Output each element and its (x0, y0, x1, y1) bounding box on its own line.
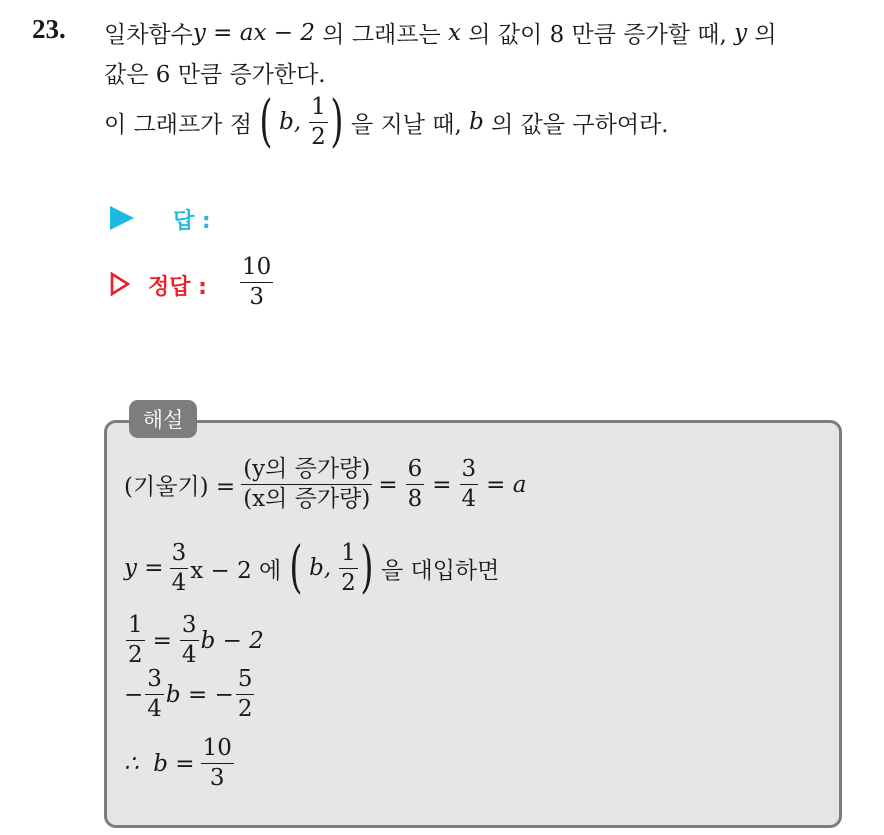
numerator: 1 (128, 612, 143, 638)
fraction-3-4 (180, 614, 199, 667)
fraction-5-2 (236, 668, 255, 721)
q-text: 의 값을 구하여라. (483, 111, 669, 138)
q-equation: y = ax − 2 (192, 19, 315, 46)
numerator: 3 (171, 539, 187, 566)
fraction-1-2 (126, 614, 145, 667)
denominator: 2 (341, 569, 356, 596)
expression-tail: x − 2 에 (190, 557, 282, 584)
equals-a: = a (486, 471, 527, 498)
y-equals: y = (124, 555, 164, 581)
question-number: 23. (32, 14, 66, 44)
correct-answer-label: 정답 : (148, 275, 207, 300)
numerator: 10 (202, 735, 232, 761)
numerator: 3 (147, 666, 162, 692)
fraction-3-4 (145, 668, 164, 721)
denominator: 4 (181, 642, 197, 668)
q-text: 의 그래프는 (314, 22, 449, 48)
right-paren: ) (360, 535, 374, 600)
denominator: 4 (461, 486, 477, 512)
explanation-line-2 (124, 535, 500, 600)
point-fraction (339, 539, 358, 596)
correct-answer-fraction (240, 256, 273, 309)
explanation-line-3 (124, 614, 264, 667)
explanation-tab: 해설 (129, 400, 197, 438)
numerator: 3 (461, 456, 477, 482)
q-text: 이 그래프가 점 (104, 111, 260, 138)
fraction-3-4 (460, 458, 479, 511)
fraction-10-3 (201, 737, 234, 790)
numerator: 3 (181, 612, 197, 638)
question-line-3 (104, 89, 669, 154)
explanation-line-5 (124, 737, 236, 790)
therefore-b-equals: ∴ b = (124, 750, 195, 777)
q-var-y: y (734, 19, 748, 46)
question-line-2: 값은 6 만큼 증가한다. (104, 62, 326, 88)
denominator: 4 (147, 696, 162, 722)
correct-answer-arrow-icon (110, 272, 130, 296)
explanation-line-4 (124, 668, 256, 721)
left-paren: ( (259, 89, 273, 154)
slope-label: (기울기) = (124, 474, 236, 500)
point-fraction (309, 93, 328, 150)
left-paren: ( (289, 535, 303, 600)
correct-answer-value (238, 256, 275, 309)
q-var-x: x (448, 19, 461, 46)
numerator: 1 (341, 539, 356, 566)
right-paren: ) (330, 89, 344, 154)
substitute-text: 을 대입하면 (373, 557, 500, 584)
numerator: 5 (237, 666, 253, 692)
q-text: 일차함수 (104, 22, 193, 48)
denominator: 3 (201, 763, 234, 790)
equals: = (432, 471, 452, 498)
point-b: b, (309, 555, 332, 581)
minus-sign: − (124, 681, 144, 708)
numerator: 1 (311, 93, 326, 120)
fraction-3-4 (170, 539, 189, 596)
denominator: 2 (128, 642, 143, 668)
denominator: 2 (311, 123, 326, 150)
denominator: 4 (171, 569, 187, 596)
answer-label: 답 : (173, 209, 211, 234)
question-line-1 (104, 16, 777, 49)
equals: = (152, 627, 172, 654)
denominator: (x의 증가량) (241, 484, 372, 511)
slope-ratio-fraction (241, 458, 372, 511)
numerator: (y의 증가량) (243, 456, 371, 482)
q-var-b: b (469, 109, 484, 135)
expression-tail: b − 2 (200, 627, 264, 654)
q-text: 의 값이 8 만큼 증가할 때, (461, 22, 735, 48)
numerator: 6 (407, 456, 423, 482)
q-text: 의 (747, 22, 777, 48)
denominator: 8 (407, 486, 423, 512)
answer-play-icon (110, 206, 134, 230)
explanation-line-1 (124, 458, 526, 511)
numerator: 10 (242, 254, 272, 280)
equals: = (378, 471, 398, 498)
denominator: 3 (240, 282, 273, 309)
q-text: 을 지날 때, (343, 111, 470, 138)
b-equals: b = − (165, 681, 234, 708)
denominator: 2 (237, 696, 253, 722)
fraction-6-8 (406, 458, 425, 511)
point-b: b, (279, 109, 302, 135)
